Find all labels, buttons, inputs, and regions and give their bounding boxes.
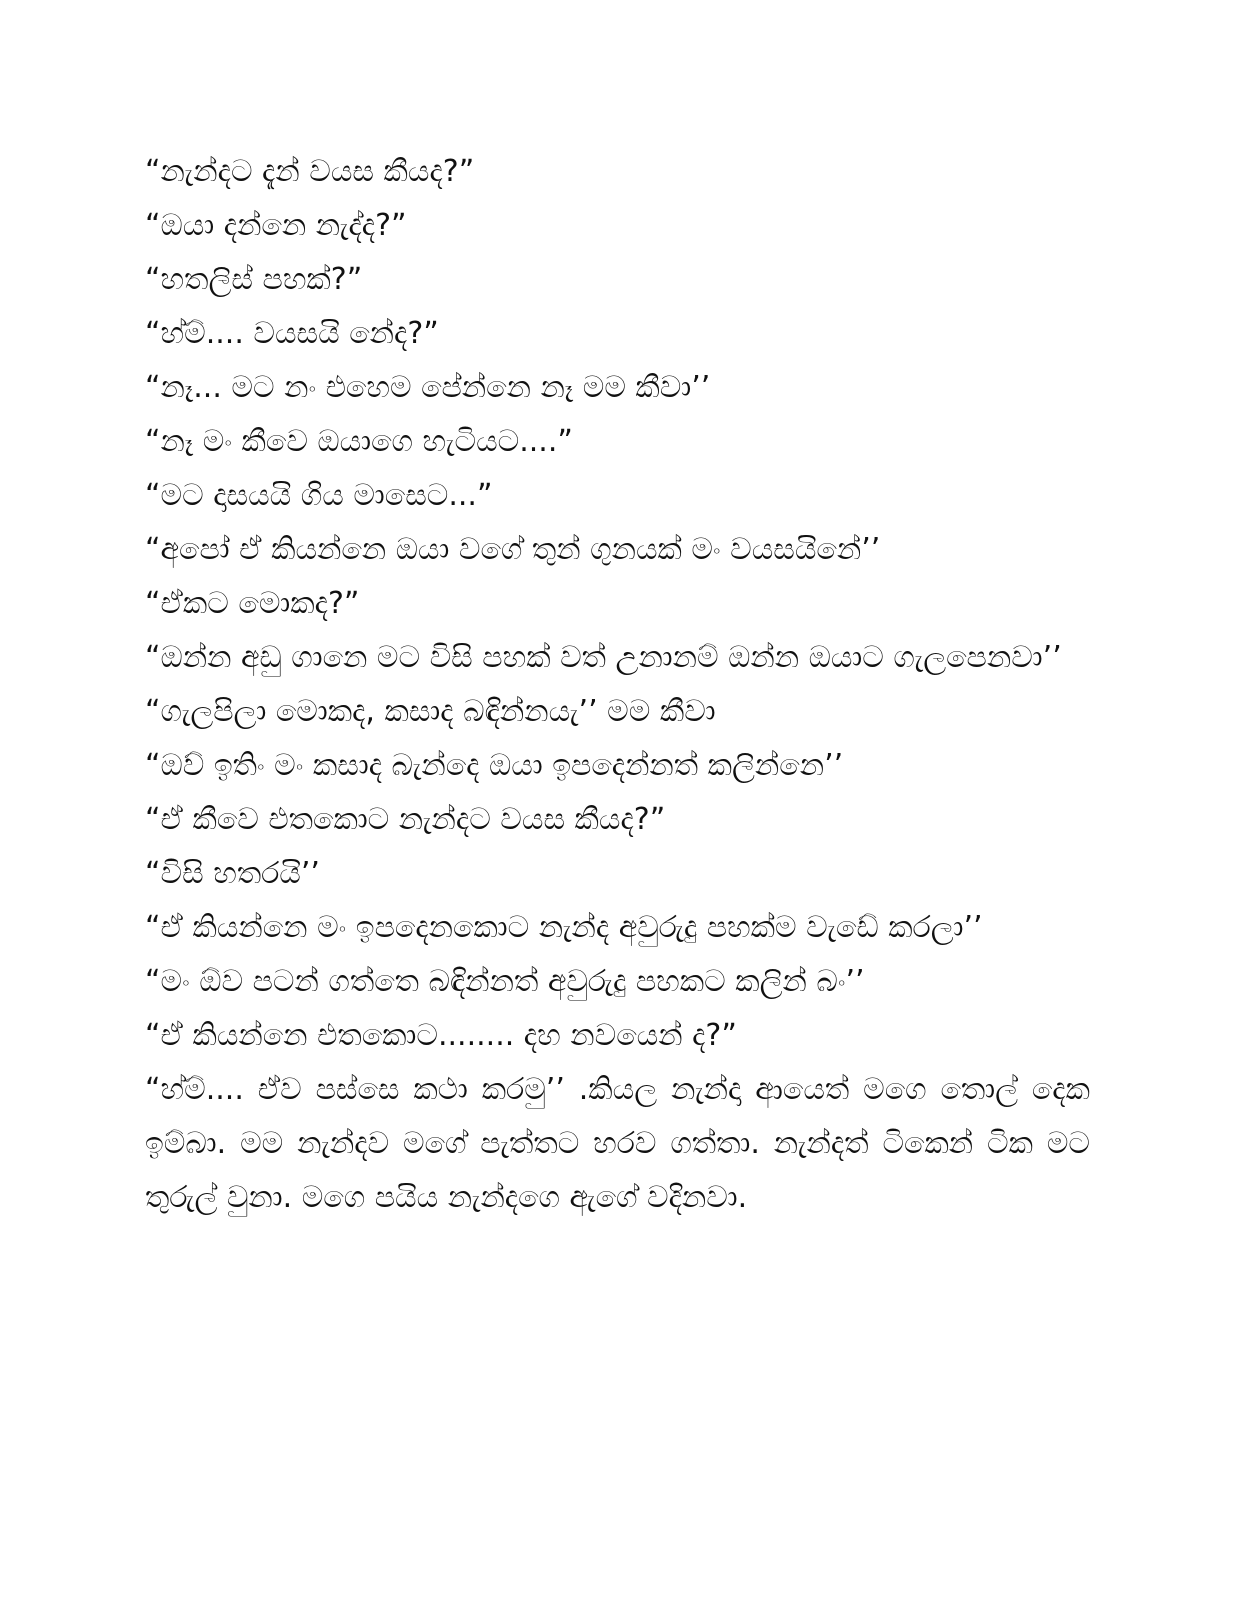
paragraph-1: “නැන්දට දැන් වයස කීයද?”	[145, 154, 475, 189]
paragraph-18: “හ්ම්.... ඒව පස්සෙ කථා කරමු’’ .කියල නැන්දා ආයෙත් මගෙ තොල් දෙක ඉම්බා. මම නැන්දව මගේ පැත්තට හරව ගත්තා. නැන්දත් ටිකෙන් ටික මට තුරුල් වුනා. මගෙ පයිය නැන්දගෙ ඇගේ වදිනවා.	[145, 1072, 1090, 1215]
paragraph-17: “ඒ කියන්නෙ එතකොට........ දහ නවයෙන් ද?”	[145, 1018, 737, 1053]
paragraph-12: “ඔව් ඉතිං මං කසාද බැන්දෙ ඔයා ඉපදෙන්නත් කලින්නෙ’’	[145, 748, 844, 783]
paragraph-2: “ඔයා දන්නෙ නැද්ද?”	[145, 208, 407, 243]
paragraph-15: “ඒ කියන්නෙ මං ඉපදෙනකොට නැන්ද අවුරුදු පහක්ම වැඩේ කරලා’’	[145, 910, 983, 945]
paragraph-5: “නෑ... මට නං එහෙම පේන්නෙ නෑ මම කීවා’’	[145, 370, 711, 405]
paragraph-3: “හතලිස් පහක්?”	[145, 262, 363, 297]
paragraph-16: “මං ඕව පටන් ගත්තෙ බඳින්නත් අවුරුදු පහකට කලින් බං’’	[145, 964, 865, 999]
paragraph-7: “මට දාසයයි ගිය මාසෙට...”	[145, 478, 493, 513]
body-text	[145, 145, 1090, 1225]
paragraph-11: “ගැලපිලා මොකද, කසාද බඳින්නයැ’’ මම කීවා	[145, 694, 716, 729]
paragraph-13: “ඒ කීවෙ එතකොට නැන්දට වයස කීයද?”	[145, 802, 666, 837]
paragraph-8: “අපෝ ඒ කියන්නෙ ඔයා වගේ තුන් ගුනයක් මං වයසයිනේ’’	[145, 532, 881, 567]
paragraph-14: “විසි හතරයි’’	[145, 856, 320, 891]
paragraph-6: “නෑ මං කීවෙ ඔයාගෙ හැටියට....”	[145, 424, 573, 459]
paragraph-10: “ඔන්න අඩු ගානෙ මට විසි පහක් වත් උනානම් ඔන්න ඔයාට ගැලපෙනවා’’	[145, 640, 1062, 675]
paragraph-9: “ඒකට මොකද?”	[145, 586, 360, 621]
paragraph-4: “හ්ම්.... වයසයි නේද?”	[145, 316, 439, 351]
